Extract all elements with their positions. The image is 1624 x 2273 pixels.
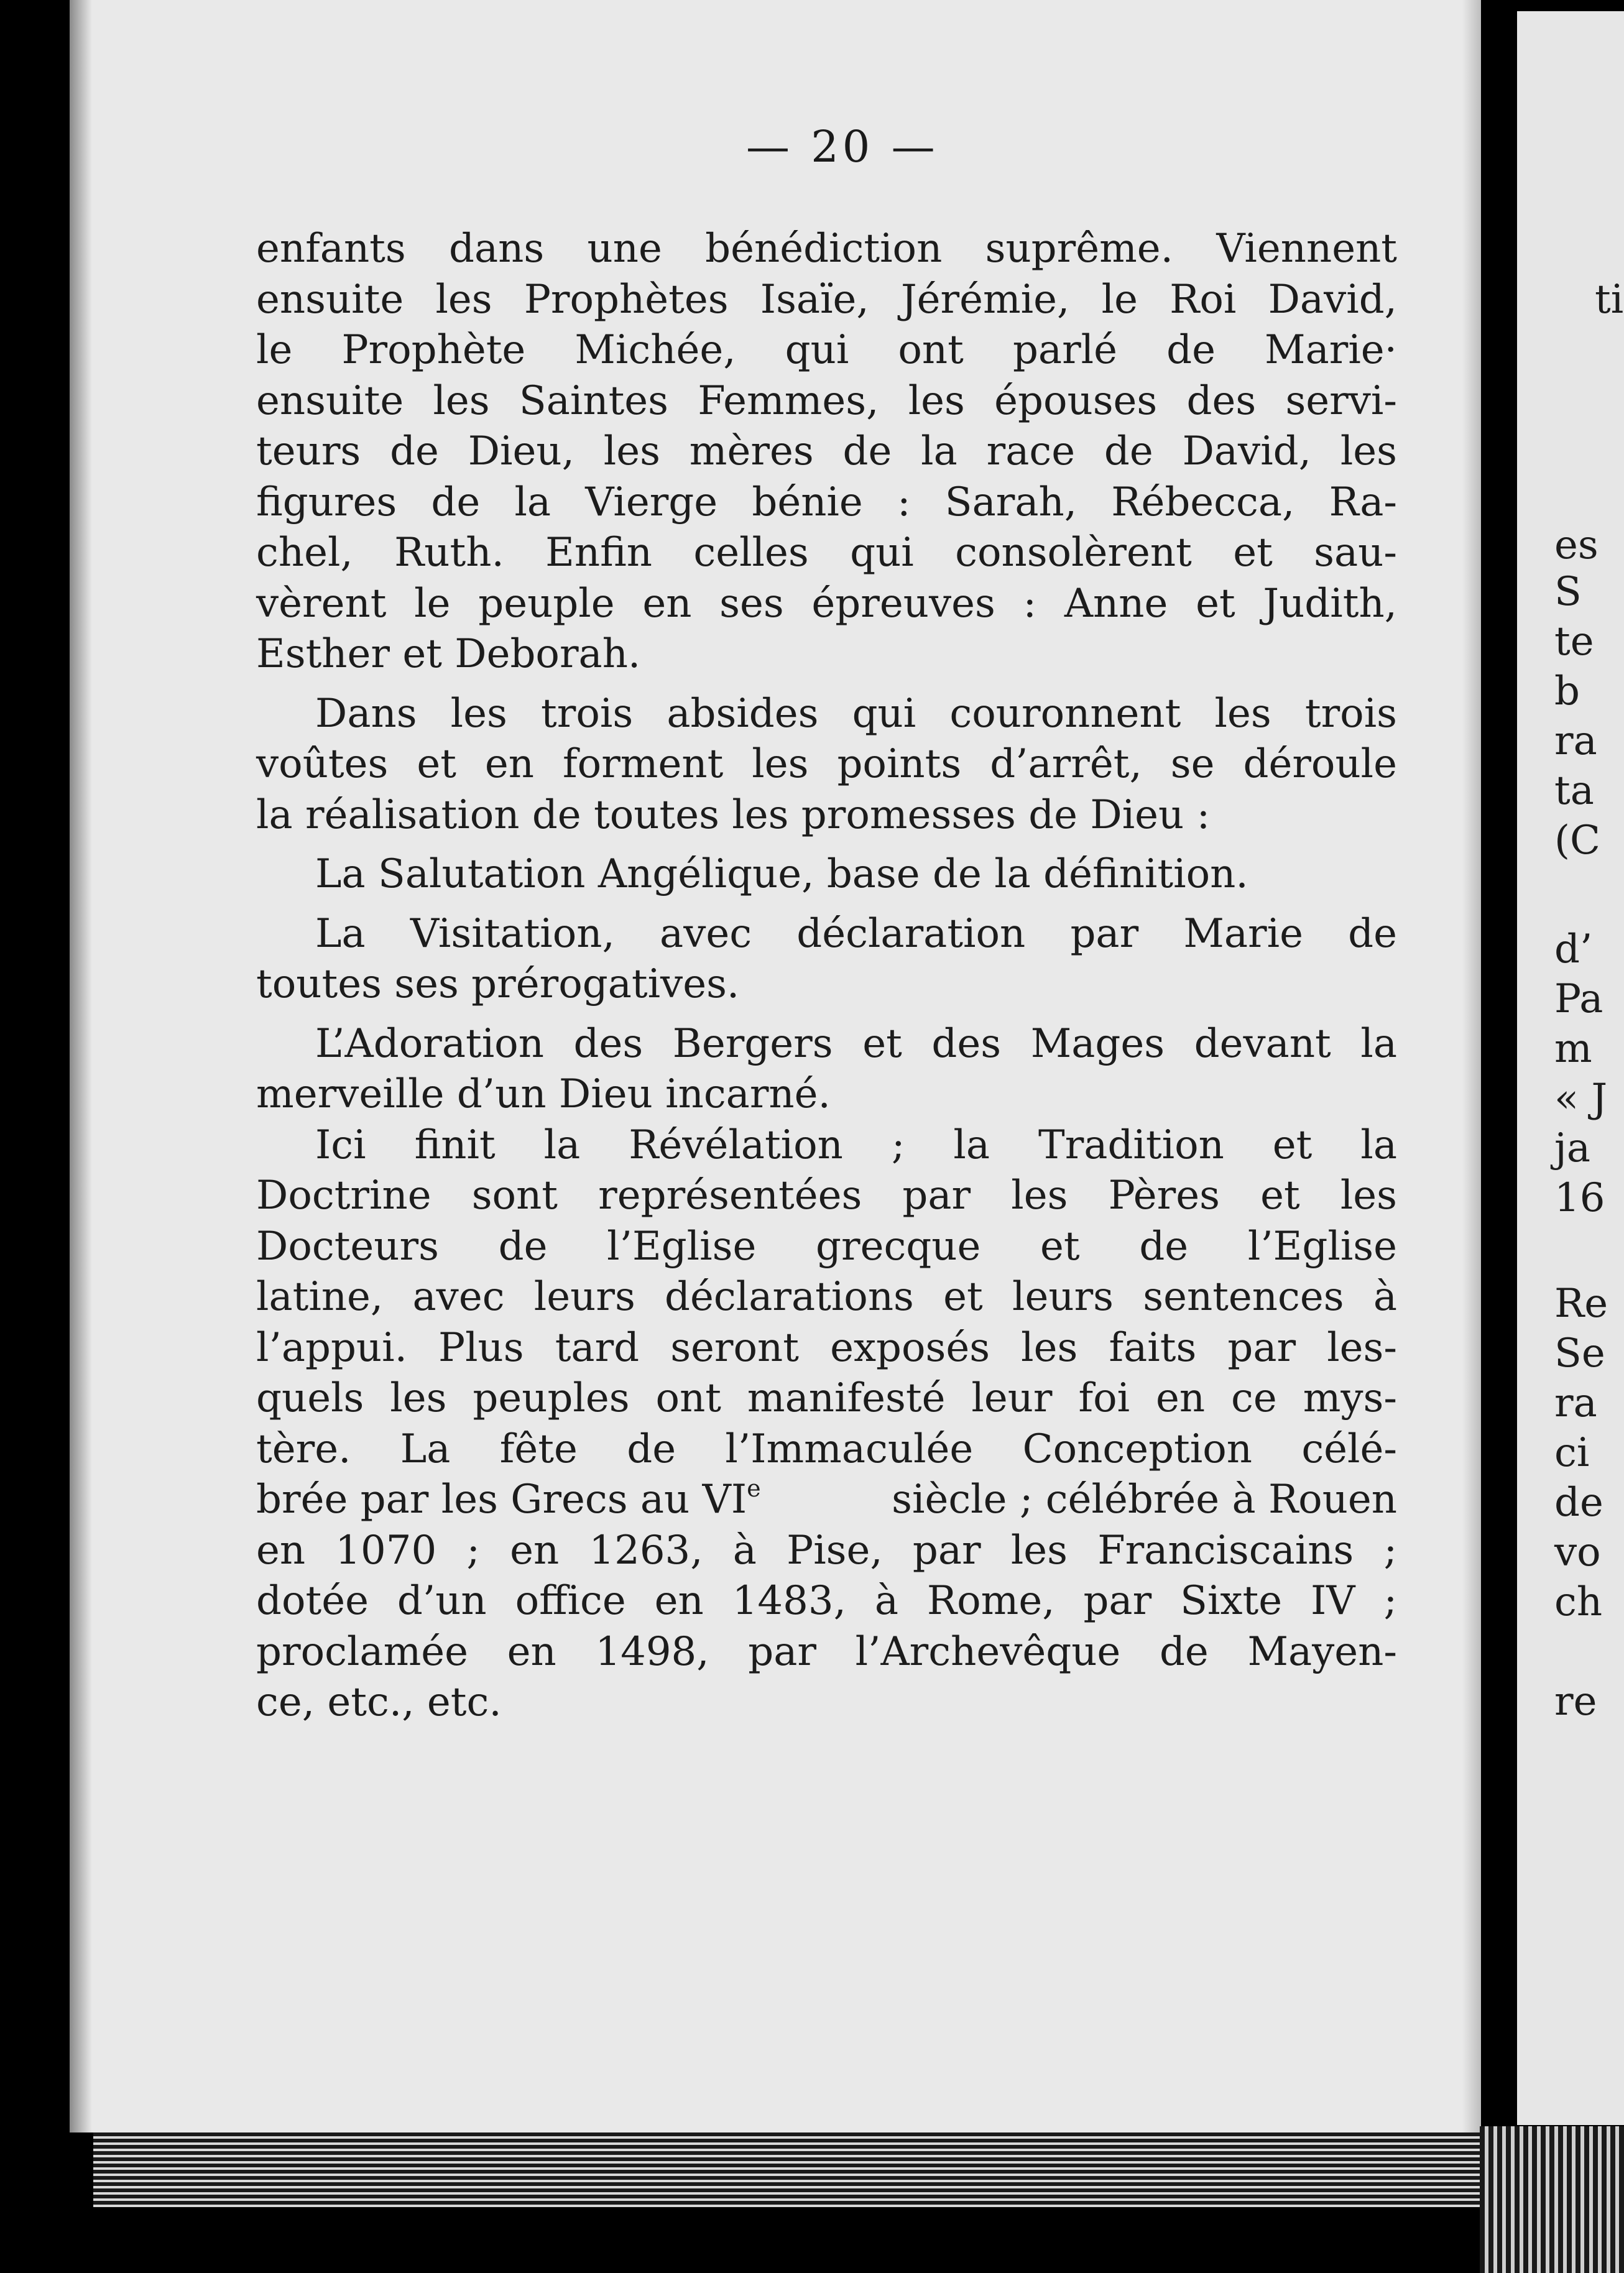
text-line: vèrent le peuple en ses épreuves : Anne et Judith, <box>256 580 1397 627</box>
text-line: ensuite les Saintes Femmes, les épouses des servi- <box>256 377 1397 424</box>
text-fragment: S <box>1554 569 1582 615</box>
text-line: ce, etc., etc. <box>256 1679 502 1725</box>
text-fragment: Re <box>1554 1281 1608 1327</box>
text-line: Docteurs de l’Eglise grecque et de l’Eglise <box>256 1223 1397 1270</box>
text-line: enfants dans une bénédiction suprême. Viennent <box>256 226 1397 272</box>
text-fragment: Se <box>1554 1330 1605 1376</box>
text-line: La Visitation, avec déclaration par Marie de <box>315 910 1397 957</box>
text-line: en 1070 ; en 1263, à Pise, par les Franciscains ; <box>256 1527 1397 1574</box>
text-line: teurs de Dieu, les mères de la race de David, les <box>256 428 1397 474</box>
right-page-edges <box>1480 2126 1624 2273</box>
text-line: merveille d’un Dieu incarné. <box>256 1071 831 1117</box>
text-line: la réalisation de toutes les promesses de Dieu : <box>256 791 1211 838</box>
text-line: voûtes et en forment les points d’arrêt, se déroule <box>256 741 1397 787</box>
text-fragment: de <box>1554 1480 1603 1526</box>
text-line: Ici finit la Révélation ; la Tradition et la <box>315 1122 1397 1168</box>
body-text <box>256 224 1397 1728</box>
text-line: ensuite les Prophètes Isaïe, Jérémie, le Roi David, <box>256 276 1397 323</box>
text-fragment: b <box>1554 668 1580 714</box>
text-fragment: 16 <box>1554 1175 1605 1221</box>
text-fragment: es <box>1554 522 1599 568</box>
text-line: tère. La fête de l’Immaculée Conception célé- <box>256 1426 1397 1472</box>
text-fragment: m <box>1554 1026 1592 1072</box>
text-fragment: ch <box>1554 1579 1603 1625</box>
text-fragment: d’ <box>1554 926 1593 972</box>
text-fragment: (C <box>1554 818 1600 864</box>
text-fragment: « J <box>1554 1076 1608 1122</box>
text-line: le Prophète Michée, qui ont parlé de Marie· <box>256 327 1397 373</box>
text-line: proclamée en 1498, par l’Archevêque de Mayen- <box>256 1628 1397 1675</box>
text-fragment: re <box>1554 1679 1597 1725</box>
text-line: figures de la Vierge bénie : Sarah, Rébecca, Ra- <box>256 479 1397 525</box>
text-line: l’appui. Plus tard seront exposés les faits par les- <box>256 1324 1397 1371</box>
text-fragment: Pa <box>1554 976 1603 1022</box>
text-fragment: vo <box>1554 1529 1601 1575</box>
page-edges <box>93 2132 1481 2207</box>
text-line: toutes ses prérogatives. <box>256 961 740 1007</box>
text-fragment: ra <box>1554 1380 1597 1426</box>
text-line: Dans les trois absides qui couronnent les trois <box>315 690 1397 737</box>
superscript: e <box>747 1475 761 1502</box>
text-segment: brée par les Grecs au VI <box>256 1477 747 1523</box>
text-fragment: ti <box>1595 277 1624 323</box>
text-line: La Salutation Angélique, base de la définition. <box>315 851 1248 897</box>
text-fragment: te <box>1554 619 1594 665</box>
text-line: Doctrine sont représentées par les Pères et les <box>256 1173 1397 1219</box>
text-line: dotée d’un office en 1483, à Rome, par Sixte IV ; <box>256 1578 1397 1624</box>
text-line: L’Adoration des Bergers et des Mages devant la <box>315 1020 1397 1067</box>
text-line: chel, Ruth. Enfin celles qui consolèrent et sau- <box>256 530 1397 576</box>
text-fragment: ra <box>1554 718 1597 764</box>
text-line: latine, avec leurs déclarations et leurs sentences à <box>256 1274 1397 1320</box>
text-line: quels les peuples ont manifesté leur foi en ce mys- <box>256 1375 1397 1421</box>
text-line: Esther et Deborah. <box>256 631 641 677</box>
text-line <box>256 1475 1397 1526</box>
text-fragment: ja <box>1554 1125 1590 1171</box>
page-number: — 20 — <box>746 121 939 172</box>
text-segment: siècle ; célébrée à Rouen <box>892 1477 1397 1523</box>
text-fragment: ta <box>1554 768 1594 814</box>
text-fragment: ci <box>1554 1430 1590 1476</box>
